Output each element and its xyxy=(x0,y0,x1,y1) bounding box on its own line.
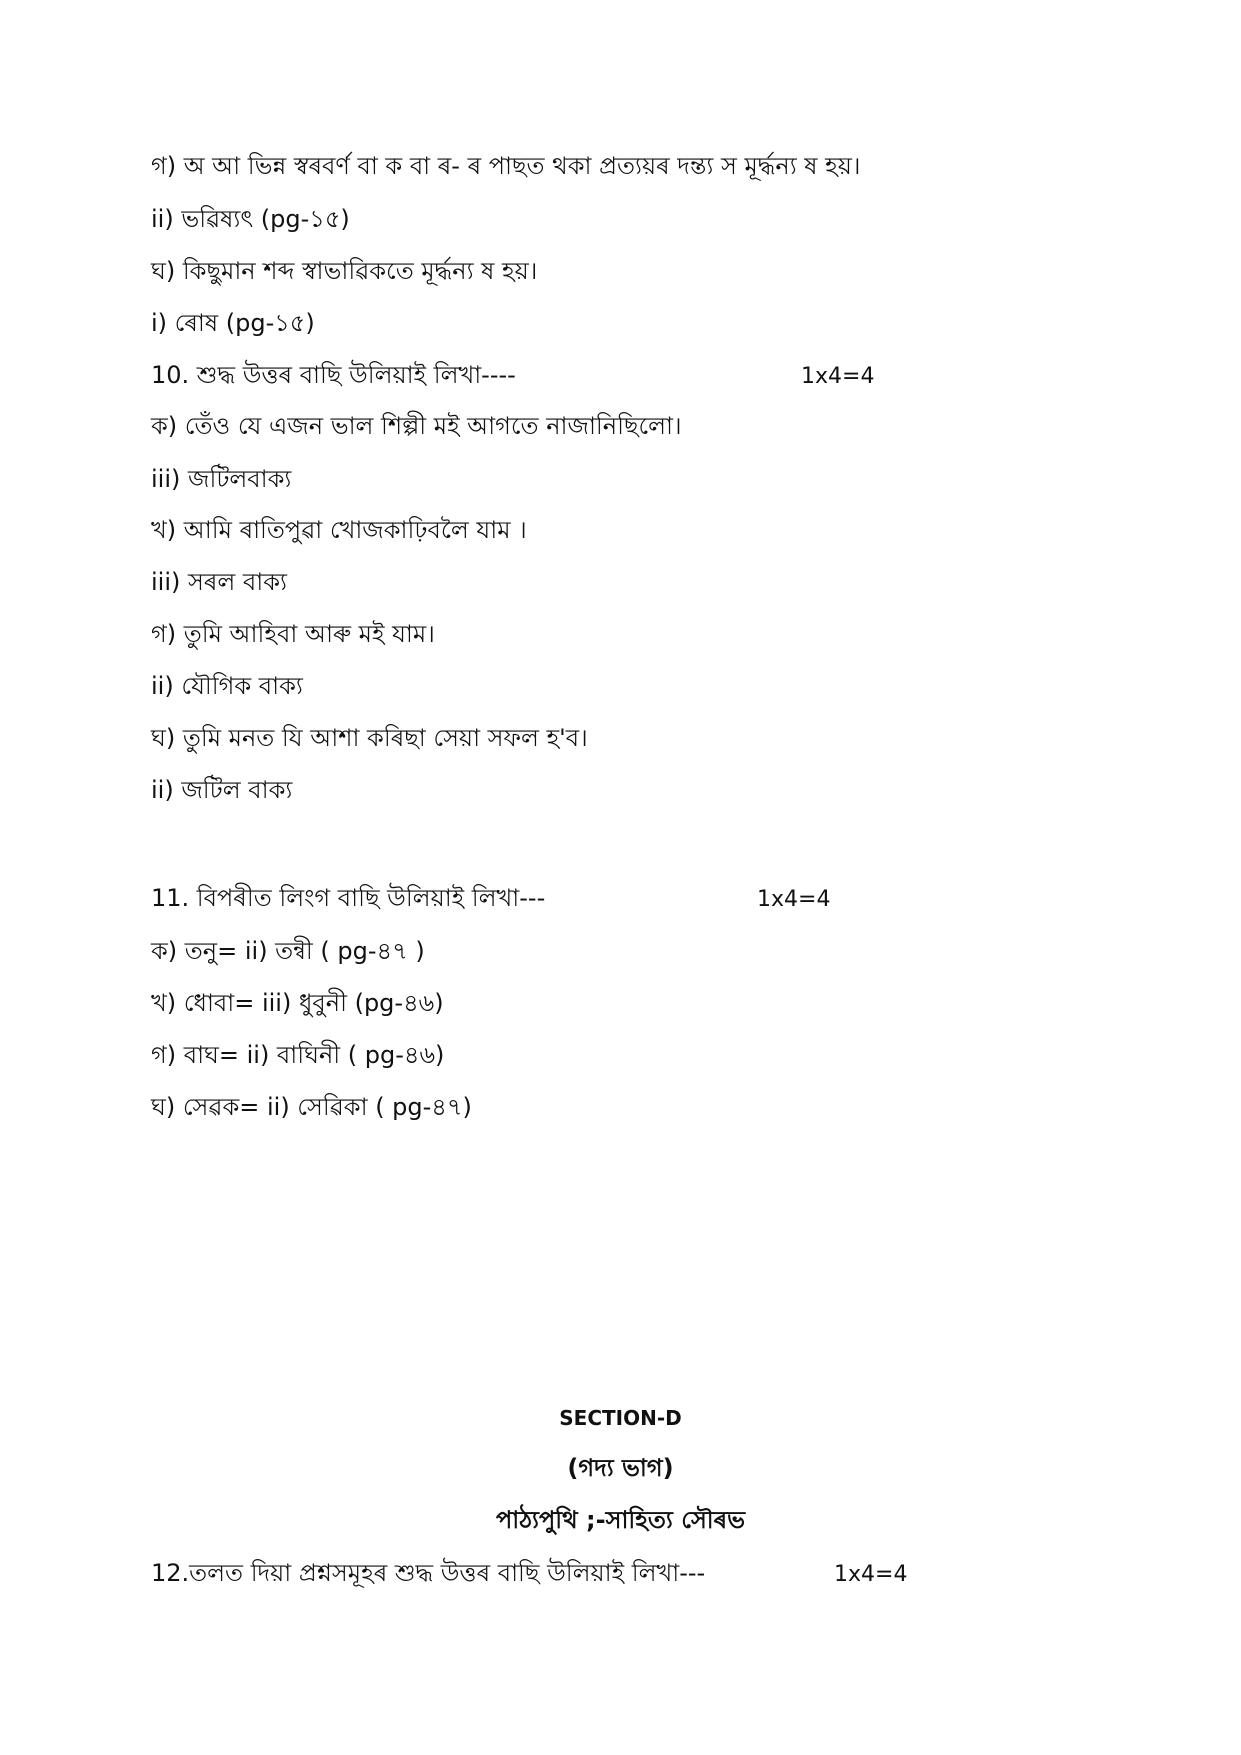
q10-item-question: ক) তেঁও যে এজন ভাল শিল্পী মই আগতে নাজানিছিলো। xyxy=(151,412,682,440)
q11-item: গ) বাঘ= ii) বাঘিনী ( pg-৪৬) xyxy=(151,1041,445,1069)
q10-item-question: গ) তুমি আহিবা আৰু মই যাম। xyxy=(151,620,435,648)
q10-item-question: ঘ) তুমি মনত যি আশা কৰিছা সেয়া সফল হ'ব। xyxy=(151,724,588,752)
q9-gha-statement: ঘ) কিছুমান শব্দ স্বাভাৱিকতে মূৰ্দ্ধন্য ষ হয়। xyxy=(151,257,538,285)
q10-heading: 10. শুদ্ধ উত্তৰ বাছি উলিয়াই লিখা---- xyxy=(151,361,516,389)
q12-marks: 1x4=4 xyxy=(834,1562,908,1587)
q9-gha-answer: i) ৰোষ (pg-১৫) xyxy=(151,309,315,337)
q10-item-answer: iii) সৰল বাক্য xyxy=(151,568,287,596)
q10-item-answer: iii) জটিলবাক্য xyxy=(151,465,292,493)
section-subtitle: (গদ্য ভাগ) xyxy=(567,1454,674,1482)
section-title: SECTION-D xyxy=(559,1406,682,1430)
q11-heading: 11. বিপৰীত লিংগ বাছি উলিয়াই লিখা--- xyxy=(151,884,546,912)
q11-item: খ) ধোবা= iii) ধুবুনী (pg-৪৬) xyxy=(151,989,444,1017)
q10-item-answer: ii) যৌগিক বাক্য xyxy=(151,672,303,700)
q9-ga-statement: গ) অ আ ভিন্ন স্বৰবৰ্ণ বা ক বা ৰ- ৰ পাছত থকা প্ৰত্যয়ৰ দন্ত্য স মূৰ্দ্ধন্য ষ হয়। xyxy=(151,152,861,180)
q10-marks: 1x4=4 xyxy=(801,364,875,389)
q9-ga-answer: ii) ভৱিষ্যৎ (pg-১৫) xyxy=(151,205,350,233)
q11-item: ঘ) সেৱক= ii) সেৱিকা ( pg-৪৭) xyxy=(151,1093,472,1121)
q10-item-question: খ) আমি ৰাতিপুৱা খোজকাঢ়িবলৈ যাম । xyxy=(151,516,527,544)
q11-item: ক) তনু= ii) তন্বী ( pg-৪৭ ) xyxy=(151,937,425,965)
textbook-title: পাঠ্যপুথি ;-সাহিত্য সৌৰভ xyxy=(495,1506,746,1534)
q11-marks: 1x4=4 xyxy=(757,887,831,912)
q12-heading: 12.তলত দিয়া প্ৰশ্নসমূহৰ শুদ্ধ উত্তৰ বাছি উলিয়াই লিখা--- xyxy=(151,1559,706,1587)
q10-item-answer: ii) জটিল বাক্য xyxy=(151,776,293,804)
